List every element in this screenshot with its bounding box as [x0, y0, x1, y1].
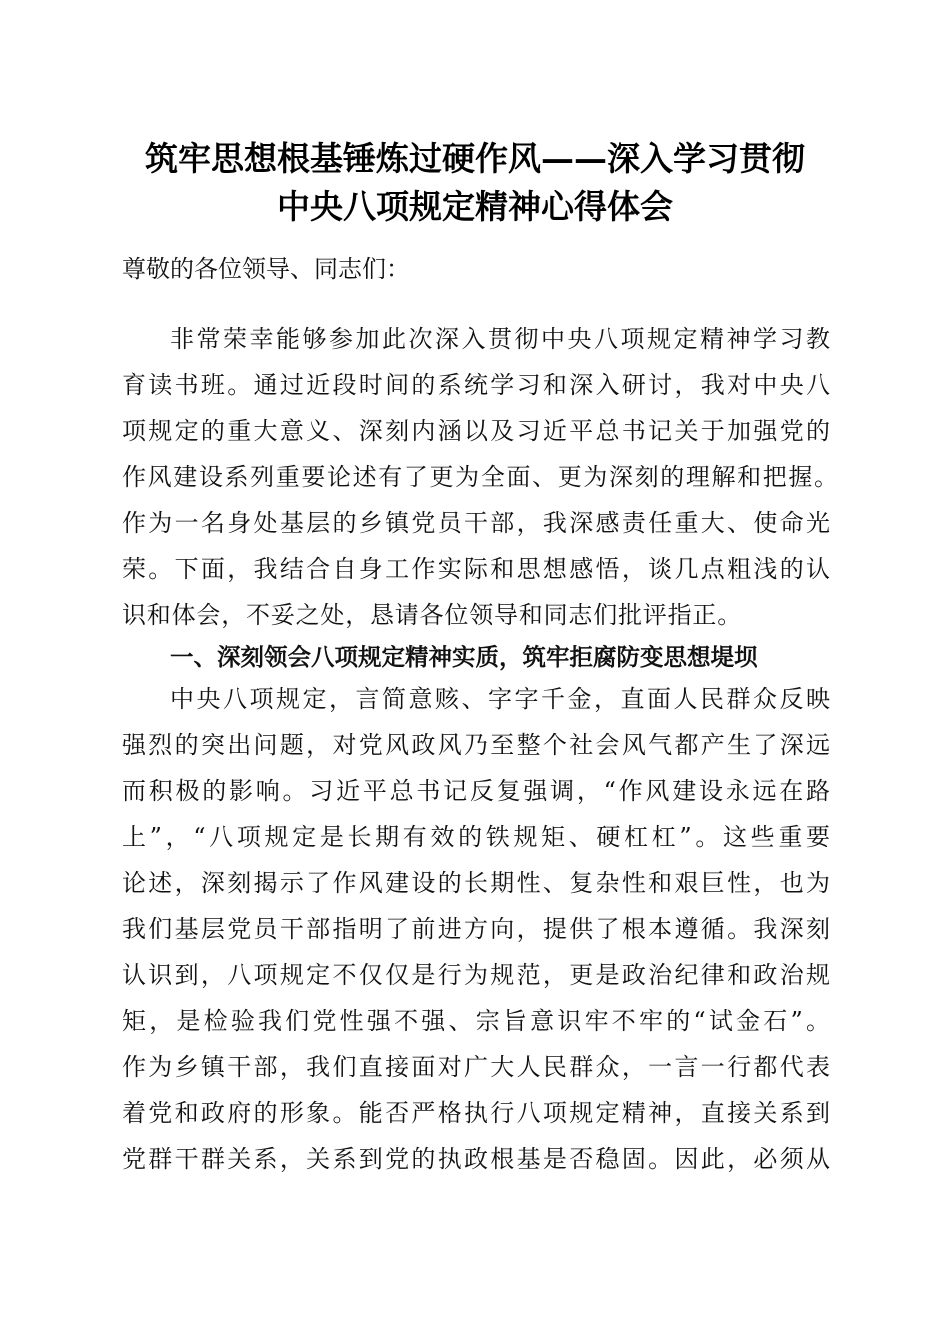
section-heading: 一、深刻领会八项规定精神实质，筑牢拒腐防变思想堤坝: [170, 643, 758, 671]
paragraph-line: 强烈的突出问题，对党风政风乃至整个社会风气都产生了深远: [122, 731, 830, 759]
paragraph-line: 上”，“八项规定是长期有效的铁规矩、硬杠杠”。这些重要: [122, 823, 830, 851]
paragraph-line: 育读书班。通过近段时间的系统学习和深入研讨，我对中央八: [122, 371, 830, 399]
document-title-line-2: 中央八项规定精神心得体会: [277, 187, 673, 226]
paragraph-line: 作为一名身处基层的乡镇党员干部，我深感责任重大、使命光: [122, 509, 830, 537]
salutation: 尊敬的各位领导、同志们：: [122, 255, 410, 283]
paragraph-line: 非常荣幸能够参加此次深入贯彻中央八项规定精神学习教: [170, 325, 830, 353]
paragraph-line: 荣。下面，我结合自身工作实际和思想感悟，谈几点粗浅的认: [122, 555, 830, 583]
paragraph-line: 识和体会，不妥之处，恳请各位领导和同志们批评指正。: [122, 601, 742, 629]
paragraph-line: 作为乡镇干部，我们直接面对广大人民群众，一言一行都代表: [122, 1053, 830, 1081]
paragraph-line: 项规定的重大意义、深刻内涵以及习近平总书记关于加强党的: [122, 417, 830, 445]
paragraph-line: 中央八项规定，言简意赅、字字千金，直面人民群众反映: [170, 685, 830, 713]
paragraph-line: 着党和政府的形象。能否严格执行八项规定精神，直接关系到: [122, 1099, 830, 1127]
paragraph-line: 党群干群关系，关系到党的执政根基是否稳固。因此，必须从: [122, 1145, 830, 1173]
paragraph-line: 矩，是检验我们党性强不强、宗旨意识牢不牢的“试金石”。: [122, 1007, 830, 1035]
paragraph-line: 作风建设系列重要论述有了更为全面、更为深刻的理解和把握。: [122, 463, 838, 491]
paragraph-line: 我们基层党员干部指明了前进方向，提供了根本遵循。我深刻: [122, 915, 830, 943]
paragraph-line: 论述，深刻揭示了作风建设的长期性、复杂性和艰巨性，也为: [122, 869, 830, 897]
paragraph-line: 认识到，八项规定不仅仅是行为规范，更是政治纪律和政治规: [122, 961, 830, 989]
paragraph-line: 而积极的影响。习近平总书记反复强调，“作风建设永远在路: [122, 777, 830, 805]
document-title-line-1: 筑牢思想根基锤炼过硬作风——深入学习贯彻: [145, 139, 805, 178]
